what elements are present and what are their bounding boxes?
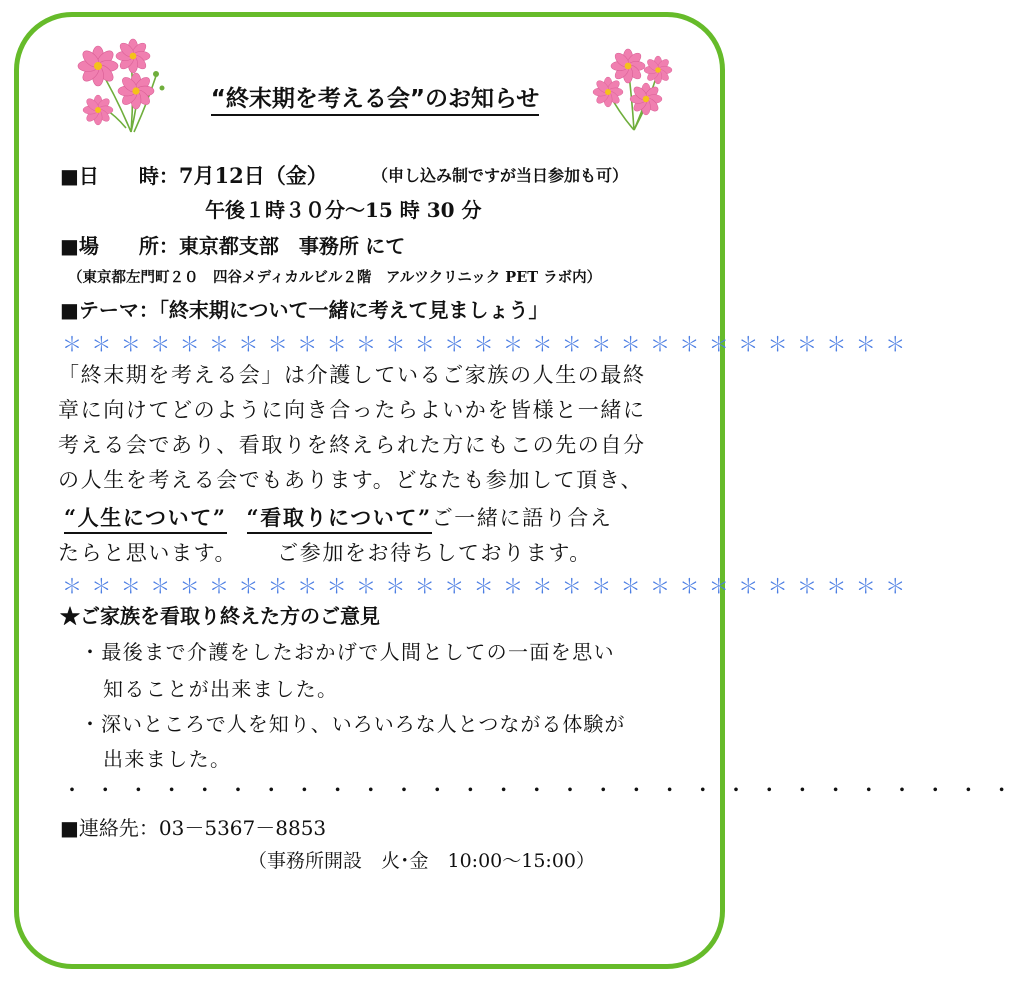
intro-line-4: の人生を考える会でもあります。どなたも参加して頂き、	[58, 468, 644, 492]
keyword-mitori: “看取りについて”	[247, 505, 432, 534]
notice-title: “終末期を考える会”のお知らせ	[0, 80, 750, 113]
date-row	[60, 160, 328, 190]
opinion-2-line-a: ・深いところで人を知り、いろいろな人とつながる体験が	[80, 712, 626, 736]
date-time: 午後１時３０分～15 時 30 分	[205, 198, 482, 222]
intro-line-5	[64, 500, 613, 536]
keyword-jinsei: “人生について”	[64, 505, 227, 534]
place-row	[60, 230, 405, 259]
contact-label: ■連絡先：	[60, 816, 159, 840]
contact-hours: （事務所開設 火･金 10:00～15:00）	[248, 850, 596, 872]
intro-line-3: 考える会であり、看取りを終えられた方にもこの先の自分	[58, 433, 646, 457]
place-suffix: にて	[365, 234, 406, 258]
place-value: 東京都支部 事務所	[178, 234, 359, 258]
opinion-1-line-a: ・最後まで介護をしたおかげで人間としての一面を思い	[80, 640, 615, 664]
place-label: ■場 所：	[60, 234, 179, 258]
opinion-1-line-b: 知ることが出来ました。	[103, 677, 339, 701]
intro-line-2: 章に向けてどのように向き合ったらよいかを皆様と一緒に	[58, 398, 646, 422]
date-value: 7月12日（金）	[178, 163, 328, 188]
date-label: ■日 時：	[60, 164, 179, 188]
date-note: （申し込み制ですが当日参加も可）	[372, 166, 629, 185]
separator-bottom: ＊＊＊＊＊＊＊＊＊＊＊＊＊＊＊＊＊＊＊＊＊＊＊＊＊＊＊＊＊	[62, 574, 915, 598]
place-address: （東京都左門町２０ 四谷メディカルビル２階 アルツクリニック PET ラボ内）	[68, 269, 602, 286]
opinions-heading: ★ご家族を看取り終えた方のご意見	[60, 604, 380, 628]
theme-value: 「終末期について一緒に考えて見ましょう」	[158, 298, 549, 322]
theme-row	[60, 294, 549, 323]
separator-top: ＊＊＊＊＊＊＊＊＊＊＊＊＊＊＊＊＊＊＊＊＊＊＊＊＊＊＊＊＊	[62, 332, 915, 356]
intro-line-1: 「終末期を考える会」は介護しているご家族の人生の最終	[58, 363, 646, 387]
opinion-2-line-b: 出来ました。	[103, 747, 232, 771]
dotted-divider: ・・・・・・・・・・・・・・・・・・・・・・・・・・・・・	[62, 778, 1025, 802]
theme-label: ■テーマ：	[60, 298, 159, 322]
intro-line-6	[58, 536, 592, 571]
intro-line-6b: ご参加をお待ちしております。	[277, 541, 592, 565]
intro-line-5-end: ご一緒に語り合え	[431, 506, 613, 530]
contact-row	[60, 812, 326, 841]
intro-line-6a: たらと思います。	[58, 541, 238, 565]
contact-phone: 03－5367－8853	[158, 816, 327, 840]
